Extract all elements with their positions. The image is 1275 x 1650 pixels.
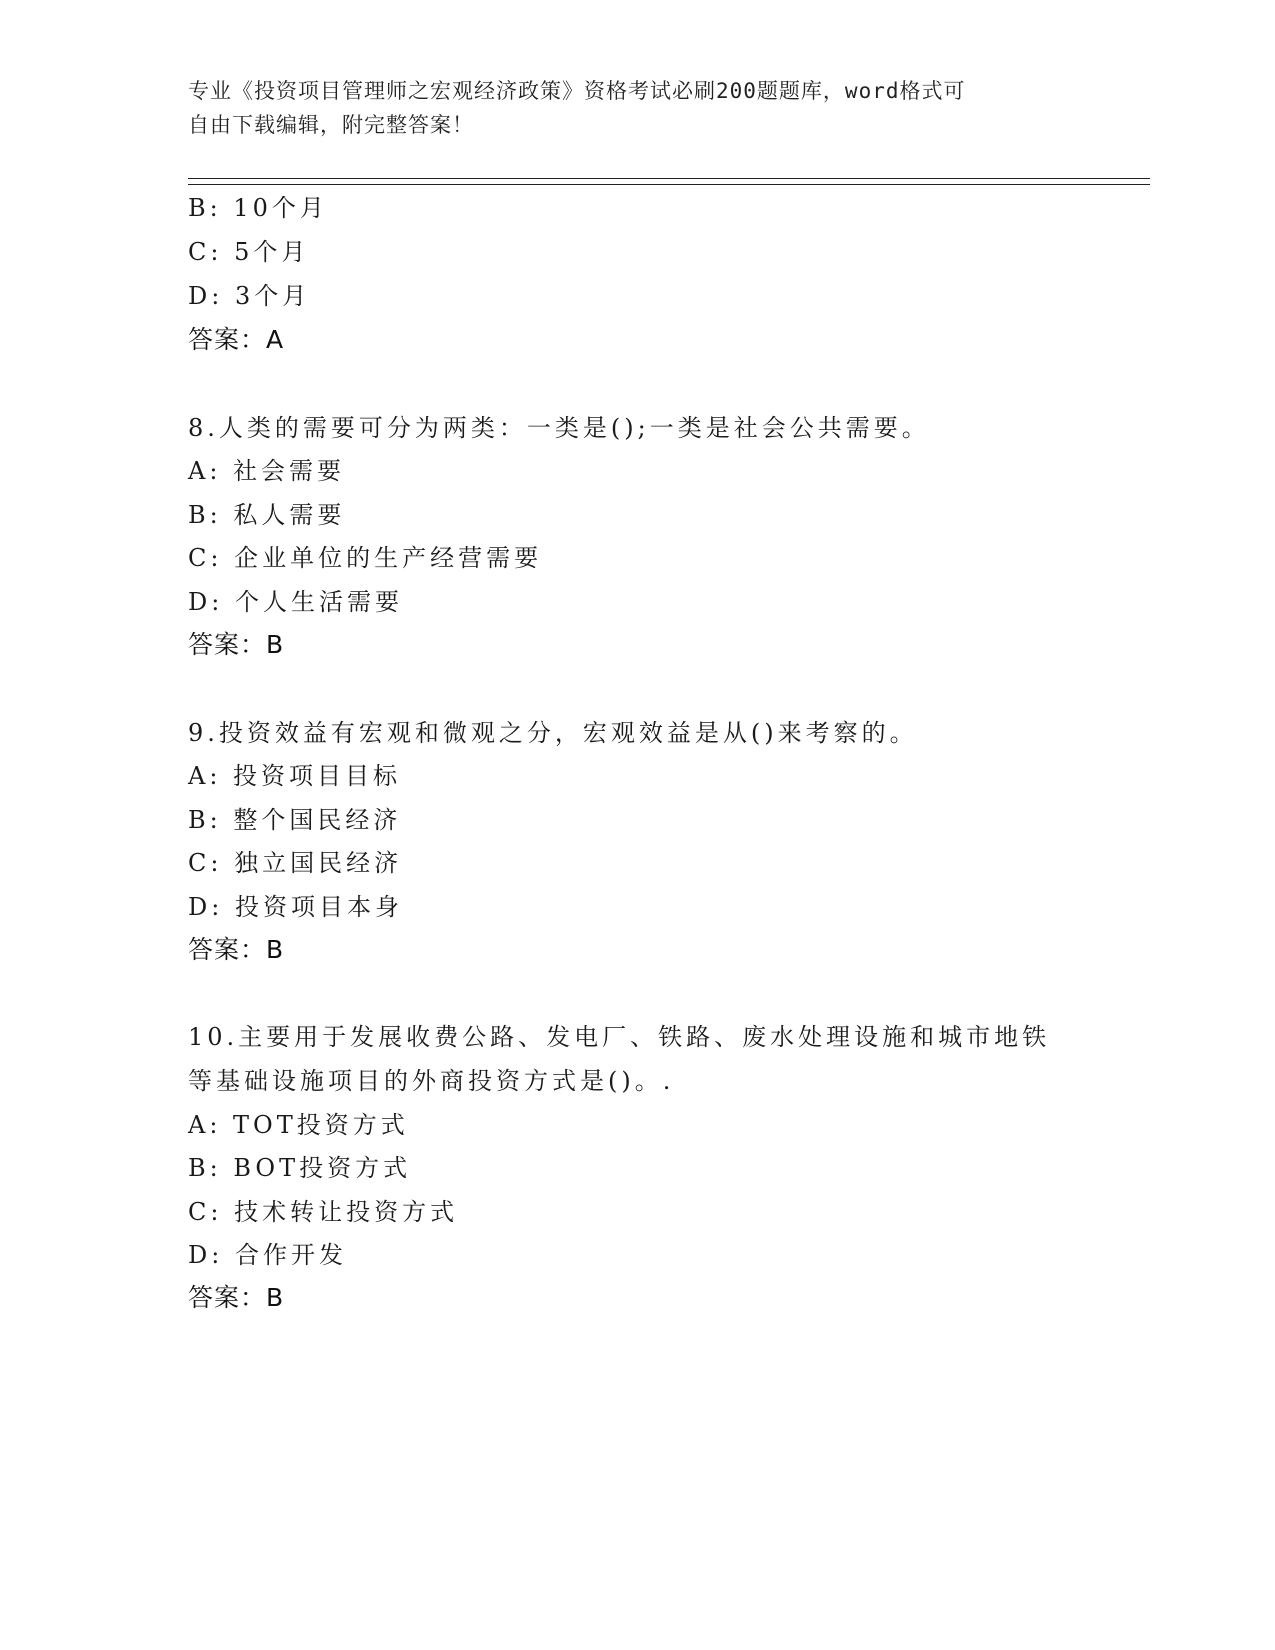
option-d: D: 3个月 [188, 282, 311, 310]
question-text: 8.人类的需要可分为两类：一类是();一类是社会公共需要。 [188, 414, 930, 442]
answer: 答案：A [188, 325, 285, 354]
question-text: 9.投资效益有宏观和微观之分，宏观效益是从()来考察的。 [188, 719, 918, 747]
option-a: A: 社会需要 [188, 457, 346, 485]
answer: 答案：B [188, 935, 285, 964]
option-c: C: 5个月 [188, 238, 310, 266]
document-header [188, 74, 1088, 142]
option-b: B: BOT投资方式 [188, 1154, 412, 1182]
question-text-line-2: 等基础设施项目的外商投资方式是()。. [188, 1067, 675, 1095]
answer: 答案：B [188, 630, 285, 659]
header-line-2: 自由下载编辑，附完整答案！ [188, 113, 474, 137]
option-b: B: 整个国民经济 [188, 806, 402, 834]
option-a: A: 投资项目目标 [188, 762, 402, 790]
option-c: C: 企业单位的生产经营需要 [188, 544, 543, 572]
option-d: D: 投资项目本身 [188, 893, 403, 921]
header-line-1: 专业《投资项目管理师之宏观经济政策》资格考试必刷200题题库，word格式可 [188, 79, 966, 103]
option-b: B: 10个月 [188, 194, 328, 222]
option-c: C: 技术转让投资方式 [188, 1198, 459, 1226]
option-b: B: 私人需要 [188, 501, 346, 529]
answer: 答案：B [188, 1283, 285, 1312]
header-divider [188, 178, 1150, 185]
option-d: D: 个人生活需要 [188, 588, 403, 616]
option-c: C: 独立国民经济 [188, 849, 403, 877]
option-d: D: 合作开发 [188, 1241, 347, 1269]
option-a: A: TOT投资方式 [188, 1111, 409, 1139]
question-text-line-1: 10.主要用于发展收费公路、发电厂、铁路、废水处理设施和城市地铁 [188, 1023, 1051, 1051]
